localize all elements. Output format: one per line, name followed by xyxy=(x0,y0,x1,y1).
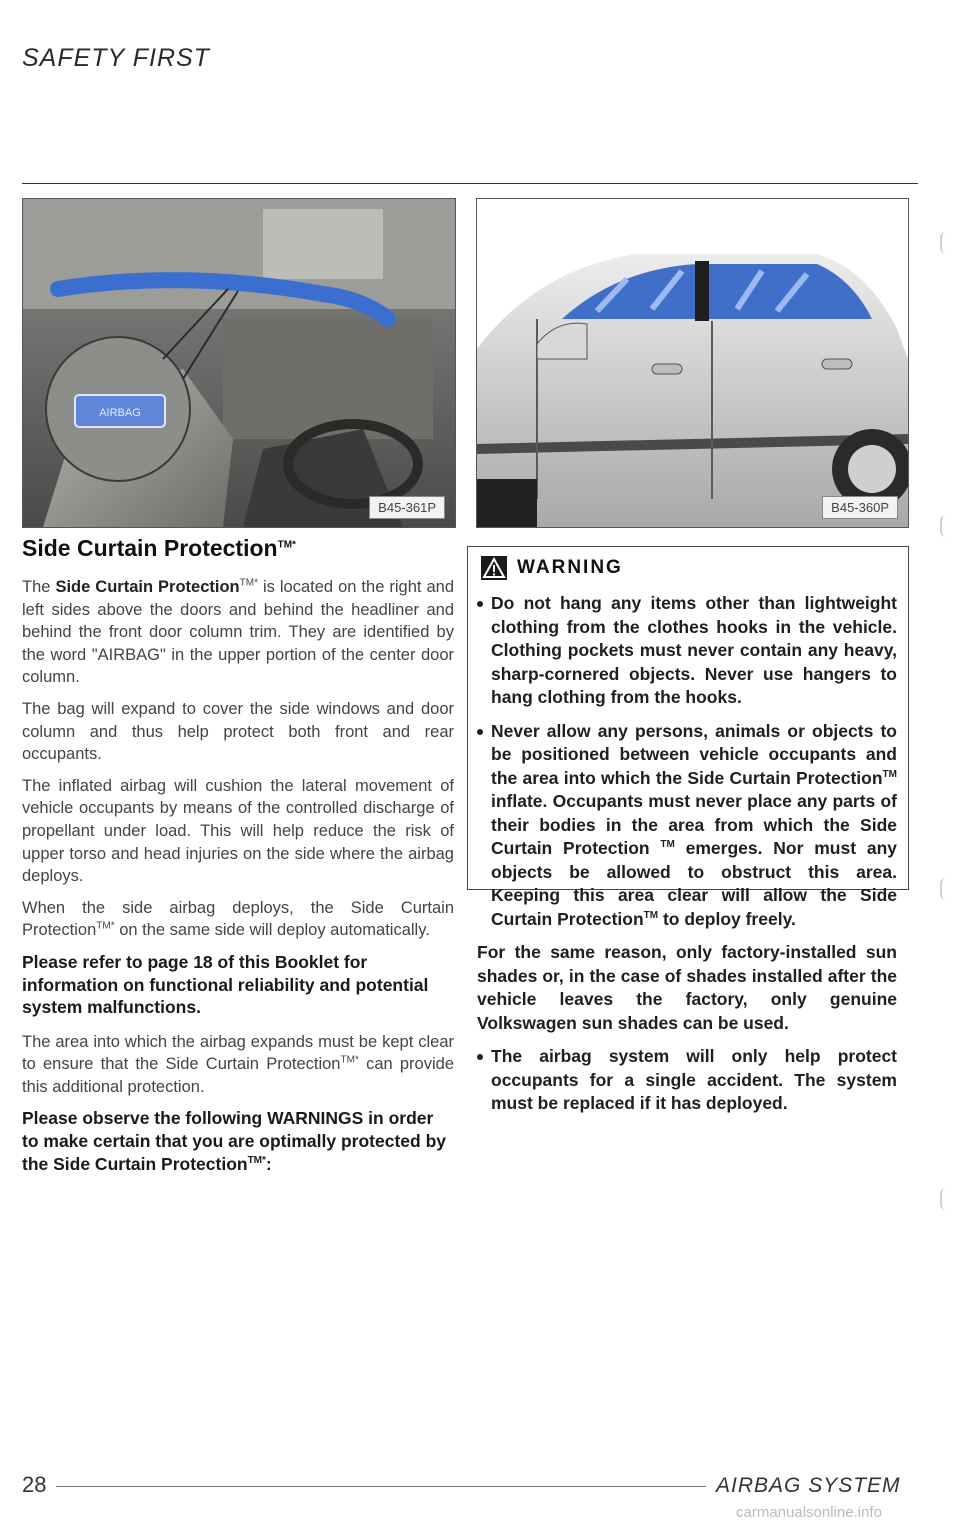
section-header: SAFETY FIRST xyxy=(22,44,210,72)
figure-interior-airbag xyxy=(22,198,456,528)
top-rule xyxy=(22,183,918,184)
paragraph-observe: Please observe the following WARNINGS in order to make certain that you are optimally protected by the Side Curtain Protection$^{TM*}$: xyxy=(22,1108,446,1174)
page-number: 28 xyxy=(22,1472,47,1497)
figure-code: B45-361P xyxy=(369,496,445,519)
margin-tab-mark xyxy=(940,232,948,254)
watermark: carmanualsonline.info xyxy=(736,1504,882,1521)
warning-body xyxy=(477,592,897,1126)
paragraph-deploy: When the side airbag deploys, the Side Curtain Protection$^{TM*}$ on the same side will deploy automatically. xyxy=(22,898,454,940)
warning-title: WARNING xyxy=(517,557,623,578)
article-heading: Side Curtain Protection$^{TM*}$ xyxy=(22,535,296,561)
footer-title: AIRBAG SYSTEM xyxy=(716,1474,901,1497)
warning-sun-shades: For the same reason, only factory-installed sun shades or, in the case of shades installed after the vehicle leaves the factory, only genuine Volkswagen sun shades can be used. xyxy=(477,942,897,1033)
warning-triangle-icon xyxy=(481,556,507,580)
warning-item-single-accident: The airbag system will only help protect occupants for a single accident. The system must be replaced if it has deployed. xyxy=(477,1045,897,1116)
figure-car-curtain xyxy=(476,198,909,528)
airbag-emblem-text: AIRBAG xyxy=(99,407,141,419)
paragraph-clear-area: The area into which the airbag expands must be kept clear to ensure that the Side Curtain Protection$^{TM*}$ can provide this additional protection. xyxy=(22,1032,455,1096)
warning-header xyxy=(469,546,623,590)
margin-tab-mark xyxy=(940,1188,948,1210)
paragraph-refer: Please refer to page 18 of this Booklet for information on functional reliability and potential system malfunctions. xyxy=(22,951,429,1018)
interior-illustration xyxy=(23,199,455,527)
paragraph-location: The Side Curtain Protection$^{TM*}$ is located on the right and left sides above the doors and behind the headliner and behind the front door column trim. They are identified by the word "AIRBAG" in the upper portion of the center door column. xyxy=(22,577,454,687)
warning-item-hooks: Do not hang any items other than lightweight clothing from the clothes hooks in the vehicle. Clothing pockets must never contain any heavy, sharp-cornered objects. Never use hangers to hang clothing from the hooks. xyxy=(477,592,897,710)
article-column xyxy=(22,535,454,1187)
warning-item-positioning: Never allow any persons, animals or objects to be positioned between vehicle occupants and the area into which the Side Curtain Protection™ inflate. Occupants must never place any parts of their bodies in the area from which the Side Curtain Protection ™ emerges. Nor must any objects be allowed to obstruct this area. Keeping this area clear will allow the Side Curtain Protection™ to deploy freely. xyxy=(477,720,897,932)
figure-code: B45-360P xyxy=(822,496,898,519)
car-illustration xyxy=(477,199,908,527)
paragraph-cushion: The inflated airbag will cushion the lateral movement of vehicle occupants by means of the controlled discharge of propellant under load. This will help reduce the risk of upper torso and head injuries on the side where the airbag deploys. xyxy=(22,776,454,886)
margin-tab-mark xyxy=(940,515,948,537)
footer-rule xyxy=(56,1486,706,1487)
paragraph-expand: The bag will expand to cover the side windows and door column and thus help protect both front and rear occupants. xyxy=(22,699,454,764)
margin-tab-mark xyxy=(940,878,948,900)
